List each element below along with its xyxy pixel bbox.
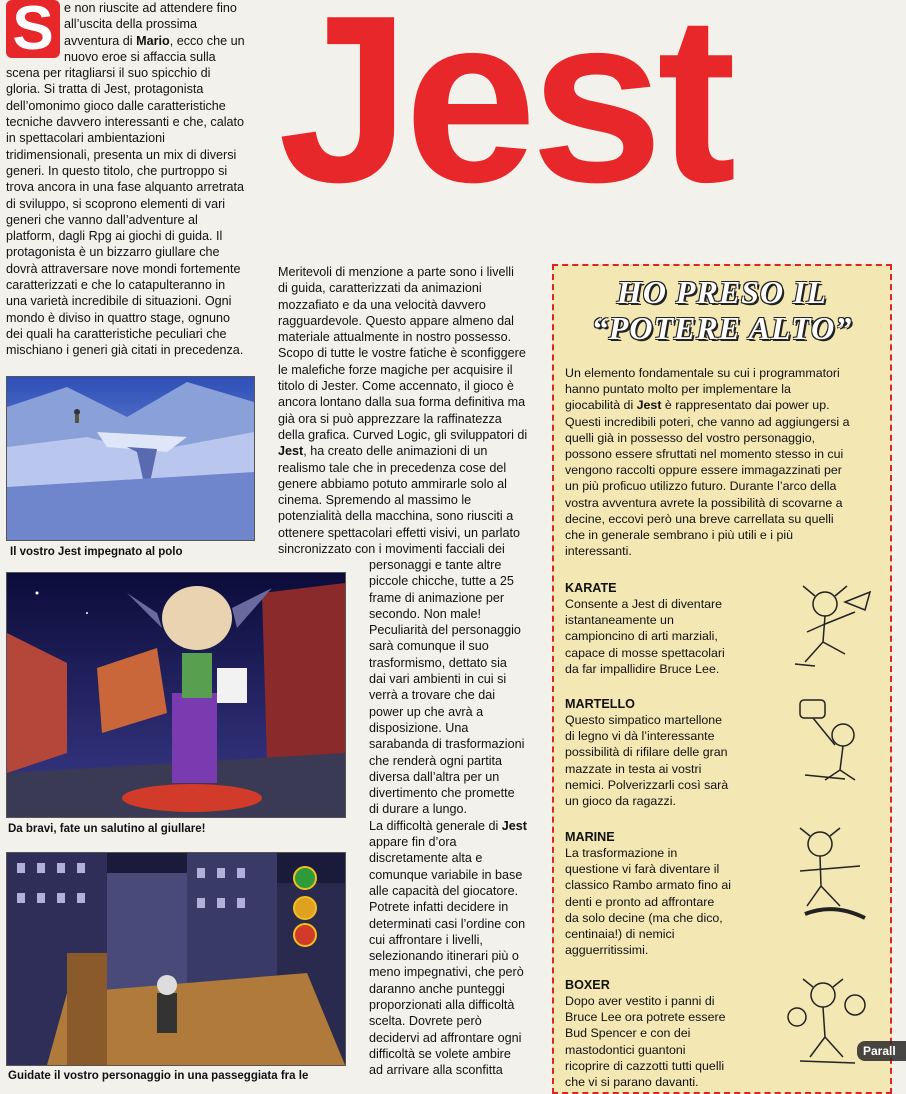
column-1-line: mondo è diviso in quattro stage, ognuno (6, 310, 231, 325)
screenshot-passeggiata-image (7, 853, 345, 1065)
hammer-jester-sketch-icon (785, 695, 880, 785)
column-2-line: già ora si può apprezzare la raffinatezza (278, 411, 502, 426)
column-2-narrow-line: sarà comunque il suo (369, 639, 489, 654)
column-1-text (6, 0, 268, 359)
column-2-line: della grafica. Curved Logic, gli sviluppatori di (278, 427, 528, 442)
column-2-line: ragguardevole. Questo appare almeno dal (278, 313, 514, 328)
powerup-martello-lines (565, 712, 765, 809)
boxout-title-line-2: “POTERE ALTO” (591, 310, 853, 346)
column-2-narrow-line: secondo. Non male! (369, 606, 482, 621)
column-1-line: in spettacolari ambientazioni (6, 131, 165, 146)
boxout-intro-line: giocabilità di Jest è rappresentato dai power up. (565, 398, 830, 413)
column-2-narrow-line: Peculiarità del personaggio (369, 623, 521, 638)
powerup-boxer-lines (565, 993, 765, 1090)
column-2-narrow-line: daranno anche punteggi (369, 981, 505, 996)
column-2-narrow-line: di durare a lungo. (369, 802, 468, 817)
column-1-line: scena per ritagliarsi il suo spicchio di (6, 66, 211, 81)
column-2-narrow-line: cui affrontare i livelli, (369, 932, 483, 947)
column-2-narrow-line: ad arrivare alla sconfitta (369, 1063, 503, 1078)
column-2-narrow-line: verrà a trovare che dai (369, 688, 495, 703)
column-2-narrow-line: che renderà ogni partita (369, 753, 503, 768)
powerup-description-line: Bud Spencer e con dei (565, 1026, 691, 1041)
powerup-karate (565, 580, 765, 677)
watermark-badge: Parall (857, 1041, 906, 1061)
screenshot-polo-image (7, 377, 254, 540)
column-2-line: Jest, ha creato delle animazioni di un (278, 444, 488, 459)
karate-jester-sketch-icon (785, 582, 880, 672)
column-2-line: le malefiche forze magiche per acquisire il (278, 362, 513, 377)
column-2-narrow-line: proporzionati alla difficoltà (369, 998, 515, 1013)
powerup-description-line: Dopo aver vestito i panni di (565, 994, 715, 1008)
column-2-line: mozzafiato e da una velocità davvero (278, 297, 486, 312)
powerup-description-line: Bruce Lee ora potrete essere (565, 1010, 726, 1025)
column-1-line: trova ancora in una fase alquanto arretrata (6, 180, 245, 195)
boxout-intro-line: hanno puntato molto per implementare la (565, 382, 791, 397)
powerup-marine-lines (565, 845, 765, 958)
column-1-line: dovrà attraversare nove mondi fortemente (6, 261, 241, 276)
column-1-lines (6, 0, 268, 359)
column-2-narrow-line: sarabanda di trasformazioni (369, 737, 525, 752)
column-1-line: una varietà incredibile di situazioni. Ogni (6, 294, 232, 309)
boxout-intro (565, 365, 891, 559)
boxout-intro-line: decine, eccovi però una breve carrellata su quelli (565, 511, 834, 526)
drop-cap: S (6, 0, 60, 58)
boxout-intro-line: che in generale sembrano i più utili e i più (565, 528, 793, 543)
column-2-narrow-line: determinati casi l’ordine con (369, 916, 526, 931)
column-2-line: ottenere spettacolari effetti visivi, un parlato (278, 525, 520, 540)
column-2-narrow-line: dai vari ambienti in cui si (369, 672, 507, 687)
powerup-description-line: campioncino di arti marziali, (565, 629, 718, 644)
caption-shot-2: Da bravi, fate un salutino al giullare! (8, 823, 206, 835)
column-2-narrow-line: power up che avrà a (369, 704, 484, 719)
column-2-line: ancora lontano dalla sua forma definitiva ma (278, 395, 526, 410)
powerup-marine-name: MARINE (565, 830, 615, 844)
column-2-text (278, 264, 546, 557)
column-2-narrow-line: difficoltà se volete ambire (369, 1046, 511, 1061)
column-2-narrow-line: comunque variabile in base (369, 867, 523, 882)
column-1-line: generi. In questo titolo, che purtroppo si (6, 163, 228, 178)
boxout-intro-line: Un elemento fondamentale su cui i programmatori (565, 366, 840, 380)
boxout-intro-line: Questi incredibili poteri, che vanno ad aggiungersi a (565, 414, 850, 429)
column-2-narrow-line: selezionando itinerari più o (369, 949, 519, 964)
column-2-line: realismo tale che in precedenza cose del (278, 460, 507, 475)
column-2-lines-narrow (369, 557, 547, 1079)
column-2-narrow-text (369, 557, 547, 1079)
column-2-narrow-line: meno impegnativi, che però (369, 965, 524, 980)
column-1-line: caratterizzati e che lo catapulteranno in (6, 278, 226, 293)
column-2-narrow-line: Potrete infatti decidere in (369, 900, 509, 915)
powerup-martello-name: MARTELLO (565, 697, 635, 711)
column-1-line: generi che vanno dall’adventure al (6, 212, 198, 227)
column-2-narrow-line: decidervi ad affrontare ogni (369, 1030, 522, 1045)
powerup-description-line: istantaneamente un (565, 613, 674, 628)
boxout-intro-line: vostra avventura avrete la possibilità di scovarne a (565, 495, 843, 510)
boxout-intro-line: vengono raccolti oppure essere immagazzinati per (565, 463, 842, 478)
boxout-intro-line: quelli già in possesso del vostro personaggio, (565, 430, 816, 445)
boxout-intro-line: interessanti. (565, 544, 632, 559)
column-2-line: titolo di Jester. Come accennato, il gioco è (278, 379, 514, 394)
column-1-line: dei quali ha caratteristiche peculiari che (6, 326, 227, 341)
column-2-narrow-line: appare fin d’ora (369, 835, 457, 850)
column-2-narrow-line: frame di animazione per (369, 590, 505, 605)
column-2-line: genere abbiamo potuto ammirarle solo al (278, 476, 507, 491)
column-1-line: di sviluppo, si scoprono elementi di vari (6, 196, 226, 211)
column-1-line: mischiano i generi già citati in precedenza. (6, 343, 244, 358)
powerup-description-line: che vi si parano davanti. (565, 1075, 699, 1090)
powerup-description-line: Questo simpatico martellone (565, 713, 723, 727)
powerup-martello (565, 696, 765, 809)
boxout-intro-line: un più proficuo utilizzo futuro. Durante l’arco della (565, 479, 837, 494)
powerup-description-line: denti e pronto ad affrontare (565, 894, 715, 909)
column-1-line: avventura di Mario, ecco che un (64, 33, 245, 48)
screenshot-passeggiata (6, 852, 346, 1066)
powerup-description-line: ricoprire di cazzotti tutti quelli (565, 1058, 725, 1073)
powerup-description-line: La trasformazione in (565, 846, 678, 860)
column-2-line: Meritevoli di menzione a parte sono i livelli (278, 265, 514, 279)
powerup-boxer (565, 977, 765, 1090)
boxout-intro-line: possono essere sfruttati nel momento stesso in cui (565, 447, 844, 462)
powerup-description-line: questione vi farà diventare il (565, 862, 720, 877)
screenshot-giullare (6, 572, 346, 818)
powerup-description-line: mastodontici guantoni (565, 1042, 686, 1057)
column-2-narrow-line: scelta. Dovrete però (369, 1014, 482, 1029)
powerup-karate-name: KARATE (565, 581, 617, 595)
marine-jester-sketch-icon (785, 826, 880, 926)
powerup-description-line: nemici. Polverizzarli così sarà (565, 777, 729, 792)
powerup-description-line: da solo decine (ma che dico, (565, 910, 723, 925)
column-2-narrow-line: diversa dall’altra per un (369, 769, 500, 784)
powerup-marine (565, 829, 765, 958)
powerup-description-line: classico Rambo armato fino ai (565, 878, 731, 893)
column-2-narrow-line: discretamente alta e (369, 851, 483, 866)
column-1-line: dell’omonimo gioco dalle caratteristiche (6, 98, 226, 113)
column-2-line: di guida, caratterizzati da animazioni (278, 281, 482, 296)
powerup-description-line: da far impallidire Bruce Lee. (565, 661, 720, 676)
column-2-narrow-line: La difficoltà generale di Jest (369, 818, 528, 833)
powerup-description-line: di legno vi dà l’interessante (565, 729, 715, 744)
column-2-narrow-line: personaggi e tante altre (369, 558, 502, 572)
column-2-narrow-line: alle capacità del giocatore. (369, 883, 519, 898)
powerup-boxer-name: BOXER (565, 978, 610, 992)
column-2-line: potenzialità della macchina, sono riusciti a (278, 509, 514, 524)
column-1-line: platform, dagli Rpg ai giochi di guida. Il (6, 229, 223, 244)
column-2-line: materiale attualmente in nostro possesso. (278, 330, 512, 345)
column-2-line: cinema. Spremendo al massimo le (278, 493, 472, 508)
column-1-line: tridimensionali, presenta un mix di diversi (6, 147, 237, 162)
column-1-line: gloria. Si tratta di Jest, protagonista (6, 82, 204, 97)
column-1-line: all’uscita della prossima (64, 17, 197, 32)
powerup-karate-lines (565, 596, 765, 677)
column-2-lines-top (278, 264, 546, 557)
article-title: Jest (278, 0, 731, 232)
column-2-narrow-line: disposizione. Una (369, 720, 469, 735)
boxout-title-line-1: HO PRESO IL (616, 274, 828, 310)
powerup-description-line: capace di mosse spettacolari (565, 645, 725, 660)
boxout-intro-lines (565, 365, 891, 559)
column-1-line: e non riuscite ad attendere fino (64, 1, 237, 15)
caption-shot-1: Il vostro Jest impegnato al polo (10, 546, 183, 558)
column-2-narrow-line: piccole chicche, tutte a 25 (369, 574, 514, 589)
screenshot-giullare-image (7, 573, 345, 817)
powerup-description-line: un gioco da ragazzi. (565, 794, 676, 809)
column-2-narrow-line: trasformismo, dettato sia (369, 655, 507, 670)
column-2-line: sincronizzato con i movimenti facciali dei (278, 542, 505, 557)
column-1-line: nuovo eroe si affaccia sulla (64, 49, 216, 64)
column-2-narrow-line: divertimento che promette (369, 786, 515, 801)
column-2-line: Scopo di tutte le vostre fatiche è sconfiggere (278, 346, 526, 361)
powerup-description-line: possibilità di rifilare delle gran (565, 745, 728, 760)
column-1-line: protagonista è un bizzarro giullare che (6, 245, 220, 260)
powerup-description-line: Consente a Jest di diventare (565, 597, 723, 611)
screenshot-polo (6, 376, 255, 541)
column-1-line: tecniche davvero interessanti e che, calato (6, 115, 245, 130)
powerup-description-line: centinaia!) di nemici (565, 927, 675, 942)
powerup-description-line: agguerritissimi. (565, 943, 649, 958)
powerup-description-line: mazzate in testa ai vostri (565, 761, 702, 776)
caption-shot-3: Guidate il vostro personaggio in una passeggiata fra le (8, 1070, 309, 1082)
